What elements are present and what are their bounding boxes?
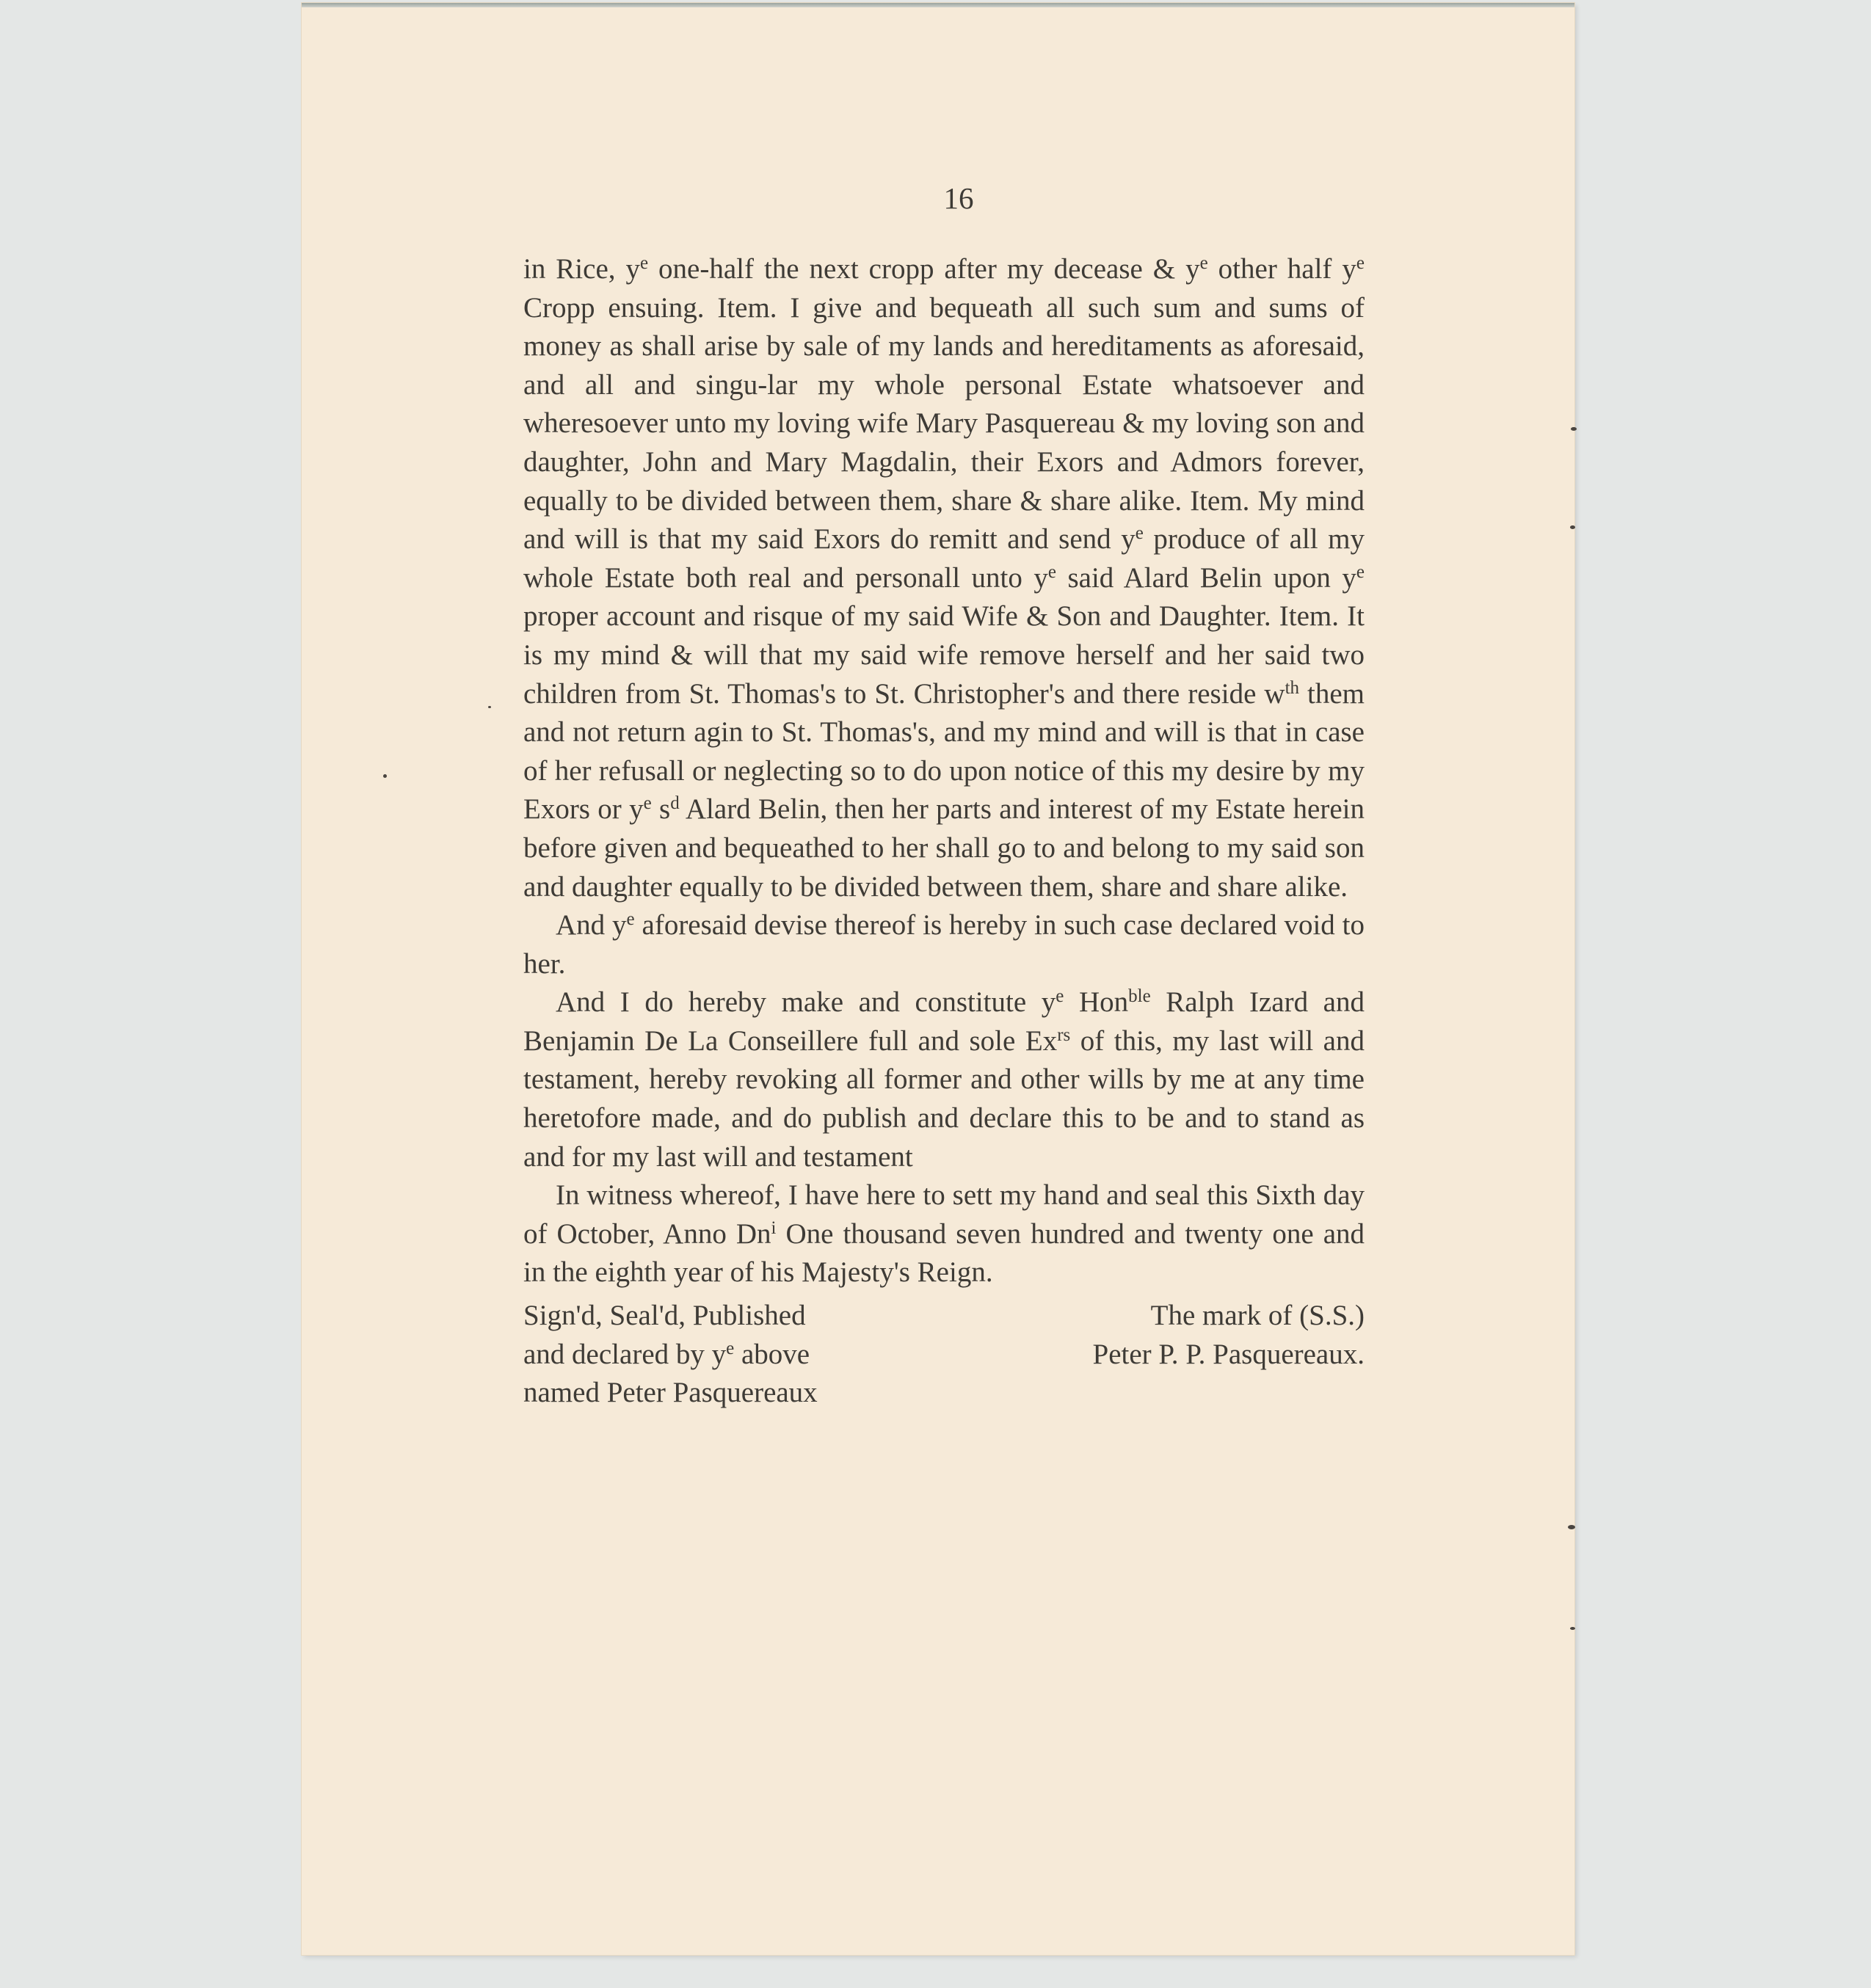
superscript-text: e [643, 793, 652, 814]
paragraph [523, 250, 1365, 906]
superscript-text: e [1135, 523, 1144, 544]
signature-line [523, 1297, 818, 1336]
superscript-text: e [639, 253, 649, 273]
superscript-text: e [1199, 253, 1208, 273]
text-run: Alard Belin, then her parts and interest of my Estate herein before given and bequeathed to her shall go to and belong to my said son and daughter equally to be divided between them, share and share alike. [523, 793, 1365, 903]
ink-speck [1570, 1627, 1575, 1630]
ink-speck [1568, 1525, 1575, 1529]
ink-speck [383, 774, 387, 778]
text-run: said Alard Belin upon y [1056, 561, 1356, 594]
page-number: 16 [943, 181, 974, 215]
superscript-text: i [771, 1217, 777, 1238]
document-page [302, 3, 1574, 1955]
superscript-text: e [726, 1338, 735, 1358]
text-run: Peter P. P. Pasquereaux. [1092, 1338, 1365, 1370]
signature-line [1151, 1297, 1365, 1336]
superscript-text: th [1285, 677, 1300, 698]
text-run: In witness whereof, I have here to sett my hand and seal this Sixth day of October, Anno Dn [523, 1179, 1365, 1250]
paragraph-list [523, 250, 1365, 1292]
text-run: produce of all my whole Estate both real and personall unto y [523, 523, 1365, 594]
text-run: aforesaid devise thereof is hereby in such case declared void to her. [523, 909, 1365, 980]
text-run: Ralph Izard and Benjamin De La Conseillere full and sole Ex [523, 986, 1365, 1057]
text-run: s [651, 793, 671, 826]
text-run: Hon [1064, 986, 1129, 1019]
superscript-text: e [1356, 253, 1365, 273]
signature-line [523, 1374, 818, 1413]
paragraph [523, 1176, 1365, 1292]
superscript-text: rs [1057, 1024, 1071, 1045]
text-run: And y [556, 909, 627, 942]
text-run: One thousand seven hundred and twenty one and in the eighth year of his Majesty's Reign. [523, 1217, 1365, 1289]
text-run: of this, my last will and testament, hereby revoking all former and other wills by me at any time heretofore made, and do publish and declare this to be and to stand as and for my last will and testament [523, 1024, 1365, 1173]
paragraph [523, 983, 1365, 1176]
superscript-text: ble [1128, 986, 1151, 1007]
signature-line [523, 1336, 818, 1375]
body-text [523, 250, 1365, 1413]
text-run: and declared by y [523, 1338, 727, 1370]
witness-attestation [523, 1297, 818, 1413]
text-run: And I do hereby make and constitute y [556, 986, 1056, 1019]
text-run: named Peter Pasquereaux [523, 1377, 818, 1409]
ink-speck [1571, 427, 1577, 431]
text-run: one-half the next cropp after my decease & y [648, 253, 1200, 285]
text-run: Cropp ensuing. Item. I give and bequeath all such sum and sums of money as shall arise by sale of my lands and hereditaments as aforesaid, and all and singu-lar my whole personal Estate whatsoever and wheresoever unto my loving wife Mary Pasquereau & my loving son and daughter, John and Mary Magdalin, their Exors and Admors forever, equally to be divided between them, share & share alike. Item. My mind and will is that my said Exors do remitt and send y [523, 291, 1365, 556]
text-run: them and not return agin to St. Thomas's, and my mind and will is that in case of her refusall or neglecting so to do upon notice of this my desire by my Exors or y [523, 677, 1365, 826]
text-run: other half y [1207, 253, 1356, 285]
signature-block [523, 1297, 1365, 1413]
ink-speck [1570, 525, 1575, 529]
superscript-text: d [670, 793, 680, 814]
testator-mark [1093, 1297, 1365, 1413]
text-run: proper account and risque of my said Wife & Son and Daughter. Item. It is my mind & will that my said wife remove herself and her said two children from St. Thomas's to St. Christopher's and there reside w [523, 600, 1365, 710]
text-run: The mark of (S.S.) [1150, 1300, 1365, 1332]
ink-speck [488, 706, 491, 708]
paragraph [523, 906, 1365, 983]
superscript-text: e [1056, 986, 1064, 1007]
superscript-text: e [626, 909, 635, 930]
text-run: in Rice, y [523, 253, 640, 285]
superscript-text: e [1356, 561, 1365, 582]
superscript-text: e [1047, 561, 1056, 582]
text-run: Sign'd, Seal'd, Published [523, 1300, 806, 1332]
text-run: above [734, 1338, 810, 1370]
signature-line [1093, 1336, 1365, 1375]
